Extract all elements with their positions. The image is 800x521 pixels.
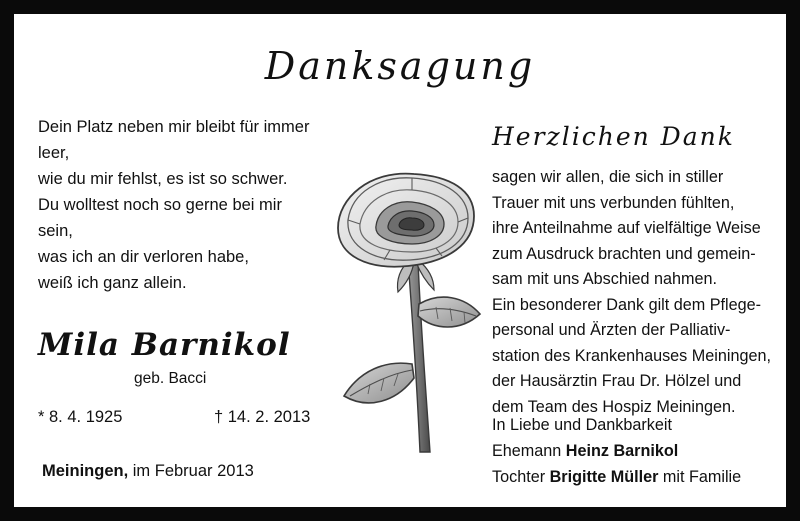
rose-bloom: [338, 174, 474, 267]
closing-block: [492, 412, 786, 490]
thanks-line: personal und Ärzten der Palliativ-: [492, 321, 731, 339]
left-column: [38, 114, 368, 427]
place-and-date: [42, 462, 254, 481]
thanks-line: dem Team des Hospiz Meiningen.: [492, 397, 736, 416]
death-date: † 14. 2. 2013: [214, 408, 311, 426]
thanks-line: Ein besonderer Dank gilt dem Pflege-: [492, 295, 762, 314]
rose-leaf-right: [418, 297, 480, 327]
poem-line: weiß ich ganz allein.: [38, 274, 187, 292]
poem-line: Dein Platz neben mir bleibt für immer: [38, 118, 310, 136]
thanks-heading: Herzlichen Dank: [492, 122, 735, 151]
thanks-line: ihre Anteilnahme auf vielfältige Weise: [492, 219, 761, 237]
thanks-line: sam mit uns Abschied nahmen.: [492, 270, 717, 288]
closing-line-husband: [492, 438, 786, 464]
relation-husband: Ehemann: [492, 442, 566, 460]
thanks-line: Trauer mit uns verbunden fühlten,: [492, 193, 735, 212]
deceased-name: Mila Barnikol: [38, 327, 291, 363]
poem-line: sein,: [38, 222, 73, 240]
obituary-card: [14, 14, 786, 507]
thanks-line: zum Ausdruck brachten und gemein-: [492, 244, 756, 263]
closing-line-daughter: [492, 464, 786, 490]
thanks-body: [492, 165, 778, 420]
place-name: Meiningen,: [42, 462, 129, 480]
rose-leaf-left: [344, 363, 414, 403]
life-dates: [38, 408, 368, 427]
poem-block: [38, 114, 368, 296]
daughter-name: Brigitte Müller: [549, 468, 659, 486]
closing-line: In Liebe und Dankbarkeit: [492, 416, 672, 434]
maiden-name: geb. Bacci: [134, 370, 207, 387]
right-column: [492, 122, 778, 420]
thanks-line: sagen wir allen, die sich in stiller: [492, 168, 724, 186]
poem-line: was ich an dir verloren habe,: [38, 248, 249, 266]
page-title: Danksagung: [264, 44, 536, 88]
rose-illustration: [324, 164, 514, 454]
poem-line: wie du mir fehlst, es ist so schwer.: [38, 170, 288, 188]
poem-line: Du wolltest noch so gerne bei mir: [38, 196, 282, 214]
husband-name: Heinz Barnikol: [565, 442, 679, 460]
relation-daughter: Tochter: [492, 468, 550, 486]
poem-line: leer,: [38, 144, 70, 162]
birth-date: * 8. 4. 1925: [38, 408, 123, 426]
place-date: im Februar 2013: [128, 462, 254, 480]
rose-stem: [408, 260, 430, 452]
with-family: mit Familie: [658, 468, 742, 486]
thanks-line: station des Krankenhauses Meiningen,: [492, 346, 771, 365]
thanks-line: der Hausärztin Frau Dr. Hölzel und: [492, 372, 742, 390]
